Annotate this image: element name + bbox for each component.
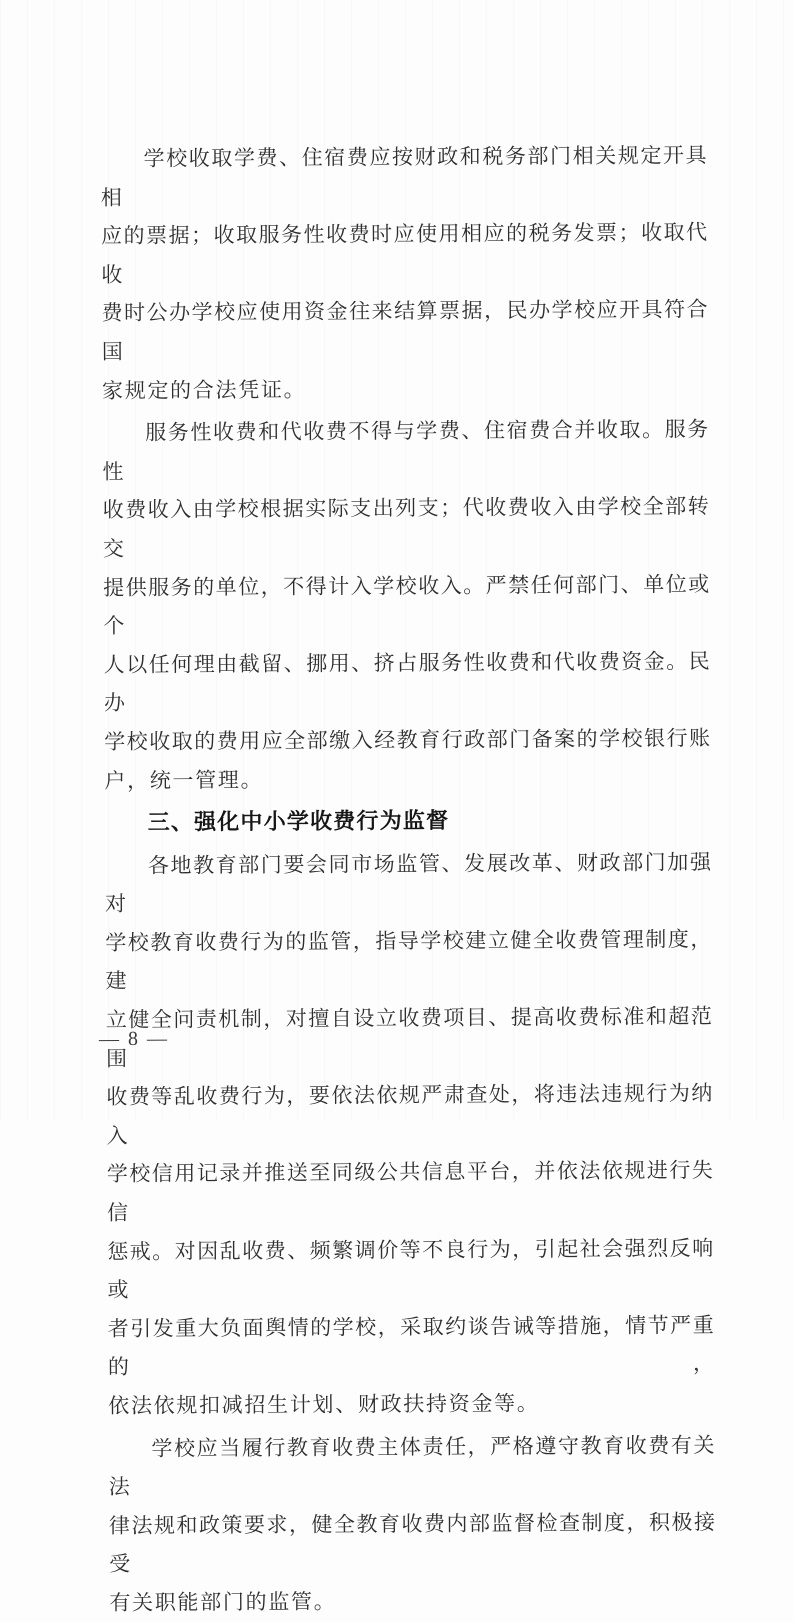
- text-line: 费时公办学校应使用资金往来结算票据，民办学校应开具符合国: [101, 297, 709, 364]
- paragraph: [102, 410, 711, 800]
- text-line: 立健全问责机制，对擅自设立收费项目、提高收费标准和超范围: [105, 1004, 713, 1071]
- text-line: 者引发重大负面舆情的学校，采取约谈告诫等措施，情节严重的，: [107, 1312, 716, 1380]
- text-line: 学校应当履行教育收费主体责任，严格遵守教育收费有关法: [108, 1432, 716, 1500]
- paragraph: [105, 843, 716, 1426]
- text-line: 各地教育部门要会同市场监管、发展改革、财政部门加强对: [105, 849, 712, 917]
- section-heading: [105, 800, 712, 842]
- text-line: 依法依规扣减招生计划、财政扶持资金等。: [108, 1391, 540, 1418]
- text-line: 律法规和政策要求，健全教育收费内部监督检查制度，积极接受: [108, 1509, 717, 1577]
- text-line: 人以任何理由截留、挪用、挤占服务性收费和代收费资金。民办: [103, 648, 711, 716]
- text-line: 学校收取学费、住宿费应按财政和税务部门相关规定开具相: [100, 143, 708, 210]
- text-line: 惩戒。对因乱收费、频繁调价等不良行为，引起社会强烈反响或: [107, 1235, 715, 1303]
- text-line: 学校信用记录并推送至同级公共信息平台，并依法依规进行失信: [106, 1158, 714, 1225]
- text-line: 服务性收费和代收费不得与学费、住宿费合并收取。服务性: [102, 417, 710, 484]
- text-line: 收费收入由学校根据实际支出列支；代收费收入由学校全部转交: [102, 494, 710, 561]
- text-line: 户，统一管理。: [104, 767, 264, 793]
- document-content: [100, 136, 716, 1622]
- text-line: 学校收取的费用应全部缴入经教育行政部门备案的学校银行账: [104, 726, 712, 754]
- paragraph: [100, 136, 709, 410]
- page-number: — 8 —: [98, 1027, 170, 1051]
- paragraph: [108, 1426, 716, 1622]
- text-line: 提供服务的单位，不得计入学校收入。严禁任何部门、单位或个: [103, 571, 711, 638]
- text-line: 家规定的合法凭证。: [101, 377, 307, 403]
- page-footer: [99, 1028, 169, 1051]
- heading-line: 三、强化中小学收费行为监督: [147, 807, 450, 835]
- text-line: 学校教育收费行为的监管，指导学校建立健全收费管理制度，建: [105, 927, 713, 994]
- text-line: 收费等乱收费行为，要依法依规严肃查处，将违法违规行为纳入: [106, 1081, 714, 1148]
- text-line: 应的票据；收取服务性收费时应使用相应的税务发票；收取代收: [100, 220, 709, 287]
- text-line: 有关职能部门的监管。: [109, 1589, 337, 1615]
